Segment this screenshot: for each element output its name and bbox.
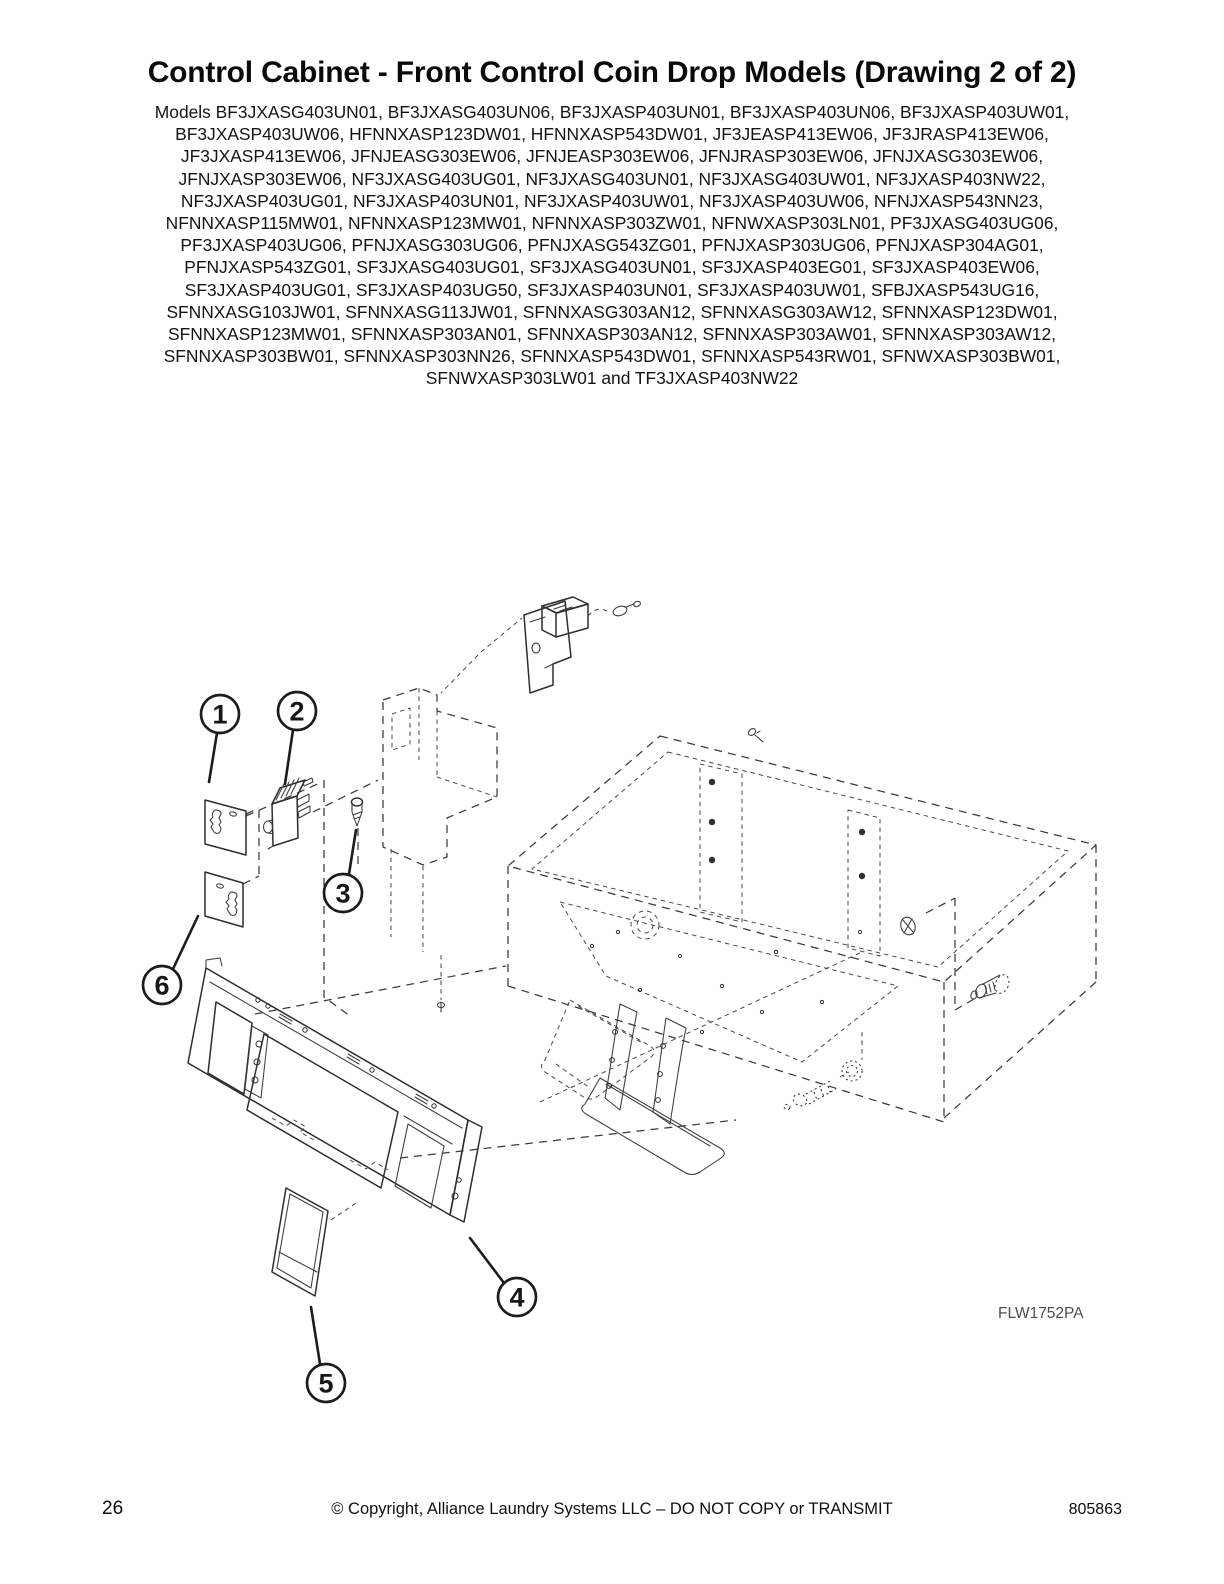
model-line: SFNNXASP123MW01, SFNNXASP303AN01, SFNNXASP303AN12, SFNNXASP303AW01, SFNNXASP303AW12, xyxy=(168,324,1056,345)
lock-cylinder xyxy=(970,973,1012,1000)
model-line: SFNNXASG103JW01, SFNNXASG113JW01, SFNNXASG303AN12, SFNNXASG303AW12, SFNNXASP123DW01, xyxy=(166,301,1058,322)
small-screw xyxy=(747,727,763,742)
callout-6-arrow xyxy=(173,916,198,969)
document-number: 805863 xyxy=(1068,1501,1122,1518)
model-line: JFNJXASP303EW06, NF3JXASG403UG01, NF3JXASG403UN01, NF3JXASG403UW01, NF3JXASP403NW22, xyxy=(178,168,1046,189)
screw-part-3 xyxy=(352,798,363,826)
model-line: PF3JXASP403UG06, PFNJXASG303UG06, PFNJXASG543ZG01, PFNJXASP303UG06, PFNJXASP304AG01, xyxy=(180,235,1044,256)
panel-overlay-card xyxy=(272,1188,328,1296)
figure-code-label: FLW1752PA xyxy=(998,1305,1084,1322)
front-bracket-legs xyxy=(605,1004,686,1124)
page-number: 26 xyxy=(102,1498,124,1519)
keyhole xyxy=(898,915,917,937)
callout-5-arrow xyxy=(311,1307,320,1364)
model-line: JF3JXASP413EW06, JFNJEASG303EW06, JFNJEASP303EW06, JFNJRASP303EW06, JFNJXASG303EW06, xyxy=(180,146,1044,167)
model-line: NFNNXASP115MW01, NFNNXASP123MW01, NFNNXASP303ZW01, NFNWXASP303LN01, PF3JXASG403UG06, xyxy=(165,213,1059,234)
callout-2 xyxy=(278,692,316,784)
model-line: SFNWXASP303LW01 and TF3JXASP403NW22 xyxy=(425,368,799,389)
callout-3-arrow xyxy=(349,830,356,874)
coin-chute-assembly xyxy=(383,688,497,1012)
top-switch-assembly xyxy=(441,597,641,693)
model-line: Models BF3JXASG403UN01, BF3JXASG403UN06, BF3JXASP403UN01, BF3JXASP403UN06, BF3JXASP403UW01, xyxy=(154,102,1070,122)
page-title: Control Cabinet - Front Control Coin Drop Models (Drawing 2 of 2) xyxy=(147,56,1077,89)
alignment-leaders xyxy=(243,780,736,1220)
callout-5-number: 5 xyxy=(318,1368,334,1399)
model-line: PFNJXASP543ZG01, SF3JXASG403UG01, SF3JXASG403UN01, SF3JXASP403EG01, SF3JXASP403EW06, xyxy=(184,257,1040,278)
callout-4-arrow xyxy=(470,1238,504,1283)
model-line: SFNNXASP303BW01, SFNNXASP303NN26, SFNNXASP543DW01, SFNNXASP543RW01, SFNWXASP303BW01, xyxy=(163,346,1061,367)
callout-3-number: 3 xyxy=(335,878,351,909)
callout-2-number: 2 xyxy=(289,696,305,727)
cabinet-assembly xyxy=(508,727,1096,1174)
callout-4-number: 4 xyxy=(509,1282,525,1313)
page-footer xyxy=(0,1498,1224,1520)
mounting-screw xyxy=(783,1032,862,1111)
coin-switch xyxy=(264,778,314,849)
callout-4 xyxy=(470,1238,536,1316)
model-line: NF3JXASP403UG01, NF3JXASP403UN01, NF3JXASP403UW01, NF3JXASP403UW06, NFNJXASP543NN23, xyxy=(180,190,1044,211)
copyright-text: © Copyright, Alliance Laundry Systems LLC – DO NOT COPY or TRANSMIT xyxy=(331,1500,893,1518)
panel-screws xyxy=(709,779,715,863)
wire-connector xyxy=(612,601,641,618)
callout-1-number: 1 xyxy=(212,699,228,730)
callout-5 xyxy=(307,1307,345,1402)
callout-3 xyxy=(324,830,362,912)
model-line: SF3JXASP403UG01, SF3JXASP403UG50, SF3JXASP403UN01, SF3JXASP403UW01, SFBJXASP543UG16, xyxy=(184,279,1040,300)
callout-6 xyxy=(143,916,198,1004)
callout-1 xyxy=(201,695,239,782)
lock-plate-6 xyxy=(205,872,243,927)
washer xyxy=(842,1061,862,1081)
lock-plate-1 xyxy=(205,800,246,855)
model-line: BF3JXASP403UW06, HFNNXASP123DW01, HFNNXASP543DW01, JF3JEASP413EW06, JF3JRASP413EW06, xyxy=(175,124,1049,145)
control-panel xyxy=(188,958,482,1222)
callout-1-arrow xyxy=(209,733,217,782)
chute-screw xyxy=(438,1002,445,1012)
callout-6-number: 6 xyxy=(154,970,170,1001)
callout-2-arrow xyxy=(285,730,293,784)
